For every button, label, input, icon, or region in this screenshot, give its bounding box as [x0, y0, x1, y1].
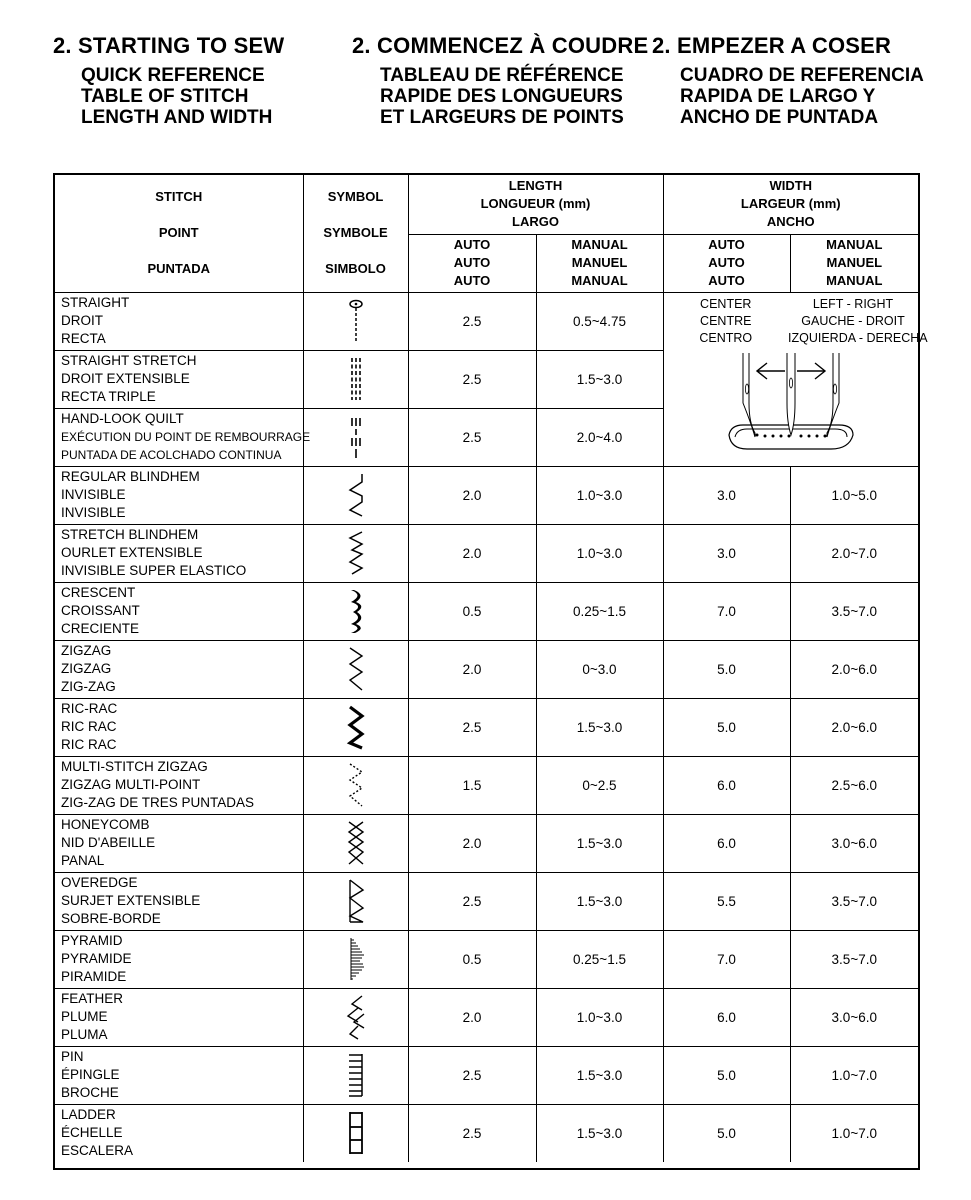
stitch-name [55, 988, 303, 1046]
width-labels [664, 293, 928, 347]
length-manual: 1.0~3.0 [536, 524, 663, 582]
stitch-name-fr: PLUME [61, 1009, 108, 1024]
stitch-name-en: LADDER [61, 1107, 116, 1123]
header-stitch-fr: POINT [158, 225, 199, 241]
stitch-name-fr: RIC RAC [61, 719, 117, 734]
header-length-es: LARGO [512, 214, 559, 230]
needle-position-illustration [721, 353, 861, 453]
subtitle-line: CUADRO DE REFERENCIA [680, 65, 924, 86]
subtitle-line: TABLE OF STITCH [81, 86, 249, 107]
stitch-name-fr: SURJET EXTENSIBLE [61, 893, 201, 908]
length-manual: 0.25~1.5 [536, 582, 663, 640]
stitch-name-en: ZIGZAG [61, 643, 112, 658]
width-auto: 5.5 [663, 872, 790, 930]
stitch-name-en: PIN [61, 1049, 84, 1064]
width-manual: 3.0~6.0 [790, 814, 918, 872]
stitch-name-es: CRECIENTE [61, 621, 140, 636]
header-text: MANUEL [826, 255, 883, 270]
header-text: MANUAL [826, 273, 883, 288]
length-auto: 2.5 [408, 408, 536, 466]
width-manual: 1.0~5.0 [790, 466, 918, 524]
stitch-name-en: CRESCENT [61, 585, 136, 600]
width-auto: 5.0 [663, 698, 790, 756]
stitch-name-fr: DROIT [61, 313, 103, 328]
length-auto: 2.5 [408, 1104, 536, 1162]
length-auto: 2.5 [408, 350, 536, 408]
stitch-name-es: SOBRE-BORDE [61, 911, 161, 926]
width-manual-text: LEFT - RIGHT [812, 296, 894, 311]
header-text: AUTO [453, 237, 491, 252]
stitch-name [55, 408, 311, 466]
header-text: MANUAL [826, 237, 883, 252]
table-row [55, 582, 918, 640]
stitch-name [55, 1104, 303, 1162]
header-symbol-es: SIMBOLO [325, 261, 386, 277]
hand-look-quilt-icon [303, 408, 408, 466]
table-row [55, 872, 918, 930]
ladder-icon [303, 1104, 408, 1162]
width-auto: 3.0 [663, 524, 790, 582]
stitch-name-en: REGULAR BLINDHEM [61, 469, 200, 484]
crescent-icon [303, 582, 408, 640]
table-row [55, 292, 918, 350]
width-manual-text: GAUCHE - DROIT [801, 313, 905, 328]
stitch-name [55, 524, 303, 582]
header-text: AUTO [708, 255, 745, 270]
length-manual: 1.0~3.0 [536, 988, 663, 1046]
straight-stitch-icon [303, 292, 408, 350]
subtitle-line: RAPIDA DE LARGO Y [680, 86, 876, 107]
stitch-name-es: PUNTADA DE ACOLCHADO CONTINUA [61, 448, 282, 462]
stitch-name [55, 930, 303, 988]
header-stitch-es: PUNTADA [147, 261, 211, 277]
stitch-name [55, 466, 303, 524]
subtitle-line: QUICK REFERENCE [81, 65, 265, 86]
table-row [55, 524, 918, 582]
stitch-name [55, 814, 303, 872]
blindhem-icon [303, 466, 408, 524]
width-auto: 5.0 [663, 1104, 790, 1162]
stitch-name [55, 698, 303, 756]
width-manual: 2.0~6.0 [790, 698, 918, 756]
length-auto: 0.5 [408, 582, 536, 640]
length-auto: 2.5 [408, 292, 536, 350]
length-auto: 1.5 [408, 756, 536, 814]
width-center-left-right [663, 292, 928, 466]
stitch-name [55, 640, 303, 698]
stitch-name [55, 292, 303, 350]
header-width [663, 175, 918, 234]
table-row [55, 1104, 918, 1162]
zigzag-icon [303, 640, 408, 698]
table-row [55, 988, 918, 1046]
stitch-name [55, 756, 303, 814]
length-manual: 1.5~3.0 [536, 872, 663, 930]
length-auto: 2.5 [408, 698, 536, 756]
length-manual: 1.0~3.0 [536, 466, 663, 524]
stitch-name-fr: PYRAMIDE [61, 951, 132, 966]
table-row [55, 698, 918, 756]
width-auto: 6.0 [663, 756, 790, 814]
width-auto: 3.0 [663, 466, 790, 524]
stitch-name-es: INVISIBLE [61, 505, 126, 520]
header-symbol-en: SYMBOL [327, 189, 384, 205]
width-manual: 3.5~7.0 [790, 872, 918, 930]
subtitle-spanish [652, 65, 924, 128]
stitch-name-es: PANAL [61, 853, 105, 868]
length-manual: 2.0~4.0 [536, 408, 663, 466]
stitch-name-fr: ZIGZAG [61, 661, 112, 676]
feather-icon [303, 988, 408, 1046]
stretch-blindhem-icon [303, 524, 408, 582]
table-row [55, 640, 918, 698]
triple-straight-icon [303, 350, 408, 408]
header-symbol-fr: SYMBOLE [323, 225, 388, 241]
stitch-name-en: STRAIGHT STRETCH [61, 353, 197, 368]
width-auto: 7.0 [663, 930, 790, 988]
stitch-name-en: STRETCH BLINDHEM [61, 527, 199, 542]
stitch-name-fr: EXÉCUTION DU POINT DE REMBOURRAGE [61, 430, 311, 444]
table-row [55, 756, 918, 814]
length-manual: 1.5~3.0 [536, 1046, 663, 1104]
header-text: MANUEL [571, 255, 628, 270]
length-auto: 2.0 [408, 988, 536, 1046]
width-manual: 3.5~7.0 [790, 930, 918, 988]
header-length-auto [408, 234, 536, 292]
length-auto: 2.0 [408, 524, 536, 582]
table-row [55, 466, 918, 524]
length-auto: 0.5 [408, 930, 536, 988]
subtitle-line: RAPIDE DES LONGUEURS [380, 86, 623, 107]
length-manual: 1.5~3.0 [536, 1104, 663, 1162]
subtitle-line: LENGTH AND WIDTH [81, 107, 273, 128]
length-auto: 2.0 [408, 640, 536, 698]
header-width-auto [663, 234, 790, 292]
length-manual: 1.5~3.0 [536, 814, 663, 872]
length-auto: 2.5 [408, 1046, 536, 1104]
subtitle-line: ET LARGEURS DE POINTS [380, 107, 624, 128]
header-text: MANUAL [571, 237, 628, 252]
stitch-name-fr: ZIGZAG MULTI-POINT [61, 777, 201, 792]
table-row [55, 930, 918, 988]
stitch-name-es: BROCHE [61, 1085, 119, 1100]
header-symbol [303, 175, 408, 292]
width-manual: 2.0~7.0 [790, 524, 918, 582]
ric-rac-icon [303, 698, 408, 756]
stitch-name-es: INVISIBLE SUPER ELASTICO [61, 563, 247, 578]
header-length-manual [536, 234, 663, 292]
width-auto: 7.0 [663, 582, 790, 640]
header-length [408, 175, 663, 234]
stitch-name [55, 350, 303, 408]
stitch-table [55, 175, 928, 1162]
length-manual: 0.25~1.5 [536, 930, 663, 988]
width-auto: 6.0 [663, 814, 790, 872]
width-manual-text: IZQUIERDA - DERECHA [788, 330, 928, 345]
length-auto: 2.5 [408, 872, 536, 930]
section-title-french: 2. COMMENCEZ À COUDRE [352, 33, 649, 58]
overedge-icon [303, 872, 408, 930]
length-auto: 2.0 [408, 466, 536, 524]
width-auto: 5.0 [663, 640, 790, 698]
subtitle-french [352, 65, 648, 128]
table-row [55, 1046, 918, 1104]
width-manual: 1.0~7.0 [790, 1104, 918, 1162]
stitch-name-fr: OURLET EXTENSIBLE [61, 545, 203, 560]
stitch-name [55, 872, 303, 930]
subtitle-english [53, 65, 284, 128]
stitch-name-en: STRAIGHT [61, 295, 130, 310]
stitch-reference-table [53, 173, 928, 1170]
stitch-name-en: HONEYCOMB [61, 817, 150, 832]
stitch-name-fr: ÉCHELLE [61, 1125, 123, 1141]
width-auto-text: CENTER [700, 296, 752, 311]
header-french [352, 33, 648, 128]
stitch-name-fr: CROISSANT [61, 603, 140, 618]
stitch-name-es: ESCALERA [61, 1143, 134, 1159]
stitch-name-en: OVEREDGE [61, 875, 138, 890]
header-english [53, 33, 284, 128]
header-text: AUTO [453, 255, 491, 270]
stitch-name-fr: NID D'ABEILLE [61, 835, 156, 850]
header-text: AUTO [453, 273, 491, 288]
width-auto: 6.0 [663, 988, 790, 1046]
header-length-en: LENGTH [508, 178, 563, 194]
stitch-name-fr: INVISIBLE [61, 487, 126, 502]
stitch-name-fr: ÉPINGLE [61, 1067, 120, 1082]
stitch-name-es: RECTA TRIPLE [61, 389, 156, 404]
width-manual: 3.5~7.0 [790, 582, 918, 640]
header-length-fr: LONGUEUR (mm) [480, 196, 591, 212]
stitch-name-en: MULTI-STITCH ZIGZAG [61, 759, 208, 774]
length-manual: 1.5~3.0 [536, 698, 663, 756]
header-width-es: ANCHO [766, 214, 815, 230]
header-text: AUTO [708, 237, 745, 252]
length-manual: 0.5~4.75 [536, 292, 663, 350]
section-title-spanish: 2. EMPEZER A COSER [652, 33, 892, 58]
table-row [55, 814, 918, 872]
width-auto-text: CENTRE [700, 313, 752, 328]
stitch-name-en: FEATHER [61, 991, 124, 1006]
length-manual: 1.5~3.0 [536, 350, 663, 408]
width-manual: 2.0~6.0 [790, 640, 918, 698]
header-spanish [652, 33, 924, 128]
length-manual: 0~2.5 [536, 756, 663, 814]
stitch-name-es: ZIG-ZAG DE TRES PUNTADAS [61, 795, 255, 810]
stitch-name-es: ZIG-ZAG [61, 679, 116, 694]
header-stitch-en: STITCH [155, 189, 203, 205]
multi-stitch-zigzag-icon [303, 756, 408, 814]
length-auto: 2.0 [408, 814, 536, 872]
stitch-name [55, 1046, 303, 1104]
stitch-name-es: RIC RAC [61, 737, 117, 752]
section-title-english: 2. STARTING TO SEW [53, 33, 285, 58]
length-manual: 0~3.0 [536, 640, 663, 698]
stitch-name-es: PIRAMIDE [61, 969, 127, 984]
stitch-name-en: HAND-LOOK QUILT [61, 411, 184, 426]
width-auto-center [664, 296, 789, 347]
header-text: MANUAL [571, 273, 628, 288]
header-text: AUTO [708, 273, 745, 288]
subtitle-line: ANCHO DE PUNTADA [680, 107, 879, 128]
width-manual: 3.0~6.0 [790, 988, 918, 1046]
pyramid-icon [303, 930, 408, 988]
width-auto-text: CENTRO [699, 330, 753, 345]
stitch-name-en: PYRAMID [61, 933, 123, 948]
header-width-en: WIDTH [769, 178, 813, 194]
width-manual: 2.5~6.0 [790, 756, 918, 814]
stitch-name [55, 582, 303, 640]
width-manual-left-right [788, 296, 928, 347]
honeycomb-icon [303, 814, 408, 872]
header-width-fr: LARGEUR (mm) [740, 196, 841, 212]
pin-stitch-icon [303, 1046, 408, 1104]
header-stitch [55, 175, 303, 292]
subtitle-line: TABLEAU DE RÉFÉRENCE [380, 65, 624, 86]
stitch-name-en: RIC-RAC [61, 701, 118, 716]
width-auto: 5.0 [663, 1046, 790, 1104]
stitch-name-fr: DROIT EXTENSIBLE [61, 371, 190, 386]
width-manual: 1.0~7.0 [790, 1046, 918, 1104]
header-width-manual [790, 234, 918, 292]
stitch-name-es: RECTA [61, 331, 106, 346]
stitch-name-es: PLUMA [61, 1027, 108, 1042]
